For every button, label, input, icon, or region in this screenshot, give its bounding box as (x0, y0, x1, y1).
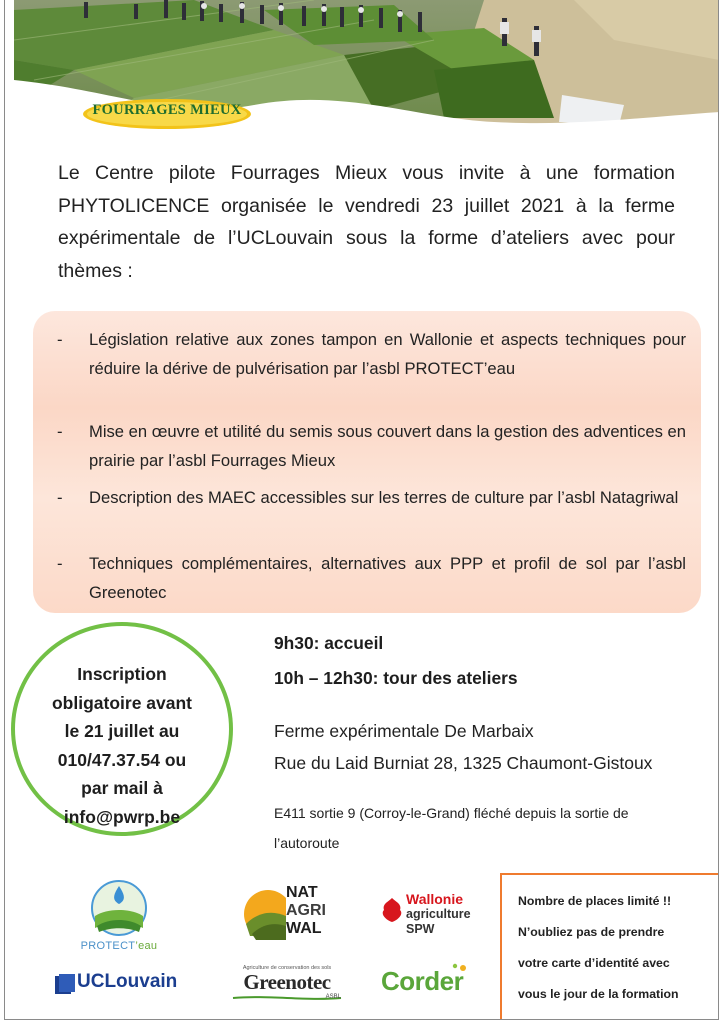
address-street: Rue du Laid Burniat 28, 1325 Chaumont-Gistoux (274, 753, 653, 773)
corder-text: Corder (381, 966, 464, 996)
natagriwal-line: AGRI (286, 902, 326, 919)
list-bullet: - (57, 488, 63, 507)
inscription-circle (11, 622, 233, 836)
notice-line: N’oubliez pas de prendre (518, 925, 665, 939)
list-bullet: - (57, 330, 63, 349)
corder-logo (377, 962, 473, 1002)
notice-line: vous le jour de la formation (518, 987, 679, 1001)
inscription-line: le 21 juillet au (64, 721, 180, 742)
inscription-text (23, 660, 221, 832)
theme-text: Techniques complémentaires, alternatives aux PPP et profil de sol par l’asbl Greenotec (89, 554, 686, 603)
logo-text: FOURRAGES MIEUX (92, 102, 242, 118)
uclouvain-logo (55, 970, 195, 1000)
inscription-line: obligatoire avant (51, 692, 193, 713)
natagriwal-logo (242, 884, 332, 948)
natagriwal-line: NAT (286, 884, 318, 901)
uclouvain-text: UCLouvain (77, 971, 178, 992)
address-name: Ferme expérimentale De Marbaix (274, 721, 534, 741)
route-directions: E411 sortie 9 (Corroy-le-Grand) fléché depuis la sortie de l’autoroute (274, 805, 629, 851)
notice-box (500, 873, 719, 1020)
protecteau-text: PROTECT (80, 940, 136, 952)
list-bullet: - (57, 554, 63, 573)
agriculture-text: agriculture (406, 907, 471, 921)
protecteau-text-eau: ’eau (135, 940, 158, 952)
greenotec-name: Greenotec (243, 970, 331, 994)
greenotec-logo (229, 965, 345, 1005)
schedule-accueil: 9h30: accueil (274, 633, 384, 653)
theme-text: Mise en œuvre et utilité du semis sous couvert dans la gestion des adventices en prairie par l’asbl Fourrages Mieux (89, 422, 686, 471)
themes-box (33, 311, 701, 613)
greenotec-tagline: Agriculture de conservation des sols (242, 965, 332, 971)
notice-line: Nombre de places limité !! (518, 894, 672, 908)
theme-text: Description des MAEC accessibles sur les terres de culture par l’asbl Natagriwal (89, 488, 679, 507)
intro-paragraph: Le Centre pilote Fourrages Mieux vous invite à une formation PHYTOLICENCE organisée le vendredi 23 juillet 2021 à la ferme expérimentale de l’UCLouvain sous la forme d’ateliers avec pour thèmes : (58, 162, 675, 282)
inscription-line: Inscription (77, 664, 167, 684)
fourrages-mieux-logo (83, 96, 251, 132)
inscription-phone[interactable]: 010/47.37.54 ou (57, 749, 187, 770)
flyer (4, 0, 719, 1020)
schedule-ateliers: 10h – 12h30: tour des ateliers (274, 668, 518, 688)
notice-line: votre carte d’identité avec (518, 956, 670, 970)
spw-text: SPW (406, 922, 435, 936)
list-bullet: - (57, 422, 63, 441)
wallonie-text: Wallonie (406, 891, 464, 907)
theme-text: Législation relative aux zones tampon en Wallonie et aspects techniques pour réduire la dérive de pulvérisation par l’asbl PROTECT’eau (89, 330, 686, 379)
protecteau-logo (69, 878, 169, 958)
greenotec-asbl: ASBL (325, 994, 341, 1000)
inscription-email[interactable]: info@pwrp.be (63, 806, 181, 827)
inscription-line: par mail à (81, 778, 163, 799)
wallonie-agriculture-logo (380, 892, 490, 948)
natagriwal-line: WAL (286, 920, 322, 937)
